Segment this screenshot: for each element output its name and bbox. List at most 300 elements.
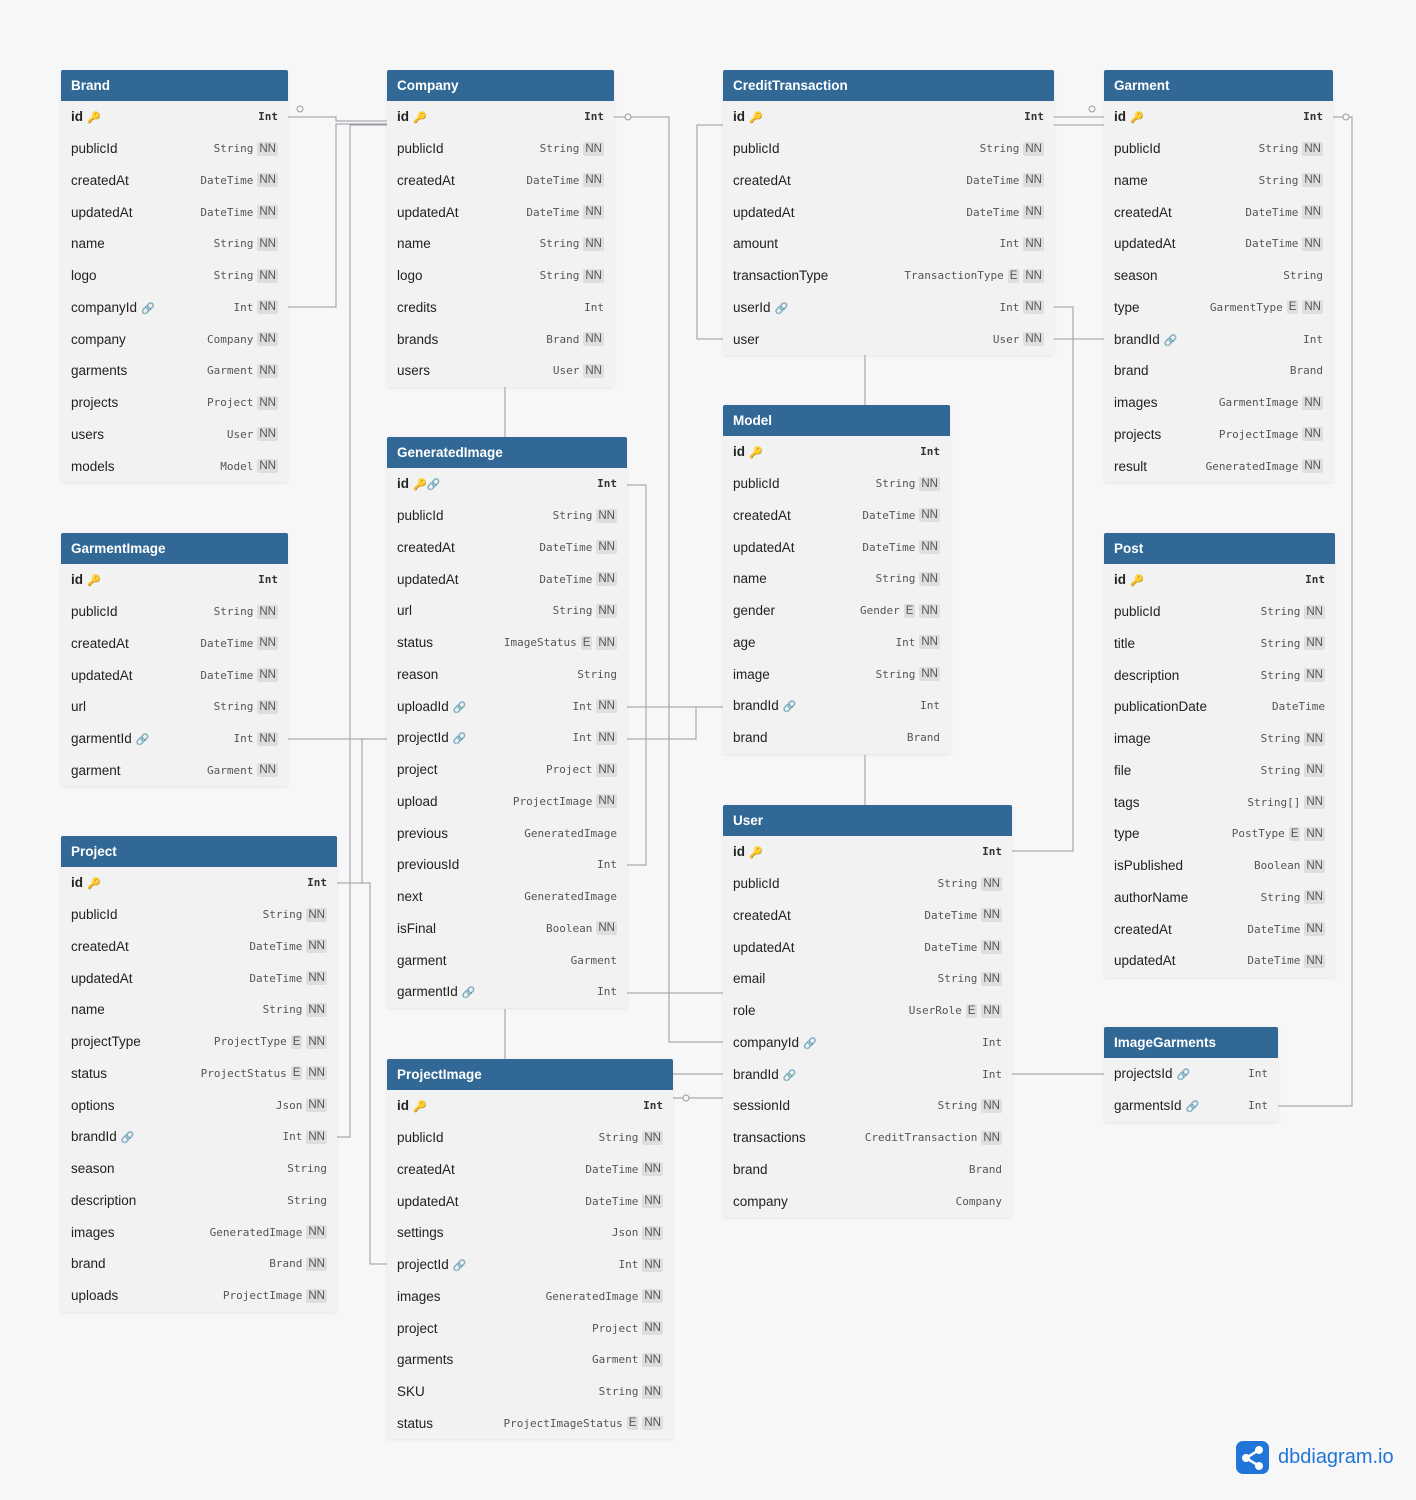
field-type: DateTime [526,205,580,219]
field-row-is-final[interactable] [387,913,627,945]
field-row-updated-at[interactable] [723,196,1054,228]
field-row-brand[interactable] [1104,355,1333,387]
field-type: String [875,667,916,681]
field-row-type[interactable] [1104,818,1335,850]
table-image-garments[interactable] [1104,1027,1278,1122]
field-row-created-at[interactable] [61,931,337,963]
not-null-badge: NN [259,174,276,187]
field-row-images[interactable] [387,1281,673,1313]
field-row-updated-at[interactable] [1104,228,1333,260]
table-garment-image[interactable] [61,533,288,786]
field-row-logo[interactable] [61,260,288,292]
field-row-updated-at[interactable] [61,962,337,994]
field-name: amount [733,236,779,252]
field-name: id [1114,572,1126,588]
field-type: String [1258,173,1299,187]
field-name: brand [733,730,768,746]
field-name: updatedAt [397,571,459,587]
field-type: String [213,237,254,251]
table-header[interactable]: Model [723,405,950,436]
field-row-garments[interactable] [61,355,288,387]
field-row-public-id[interactable] [1104,133,1333,165]
field-name: url [71,699,87,715]
table-header[interactable]: Brand [61,70,288,101]
field-row-id[interactable] [1104,101,1333,133]
field-row-brand-id[interactable] [1104,323,1333,355]
field-row-created-at[interactable] [1104,196,1333,228]
field-row-created-at[interactable] [387,165,614,197]
field-name: user [733,331,760,347]
field-type: Model [220,459,254,473]
field-name: tags [1114,794,1140,810]
field-row-user-id[interactable] [723,292,1054,324]
not-null-badge: NN [1025,237,1042,250]
field-name: description [71,1192,137,1208]
field-type: String [1260,605,1301,619]
field-row-id[interactable] [1104,564,1335,596]
field-row-project-id[interactable] [387,1249,673,1281]
table-header[interactable]: ProjectImage [387,1059,673,1090]
field-row-publication-date[interactable] [1104,691,1335,723]
field-row-created-at[interactable] [723,165,1054,197]
field-row-user[interactable] [723,323,1054,355]
field-type: String [979,142,1020,156]
table-header[interactable]: User [723,805,1012,836]
field-type: String [937,1099,978,1113]
field-row-images[interactable] [61,1216,337,1248]
field-type: GeneratedImage [524,890,617,904]
field-row-id[interactable] [61,867,337,899]
field-row-projects[interactable] [61,387,288,419]
field-row-name[interactable] [61,994,337,1026]
field-type: String [1260,890,1301,904]
enum-badge: E [582,636,591,649]
field-type: Garment [570,953,617,967]
field-type: ProjectImageStatus [503,1416,623,1430]
field-row-status[interactable] [387,1408,673,1440]
table-garment[interactable] [1104,70,1333,482]
not-null-badge: NN [983,1131,1000,1144]
field-row-options[interactable] [61,1089,337,1121]
field-name: season [71,1161,115,1177]
field-row-result[interactable] [1104,450,1333,482]
not-null-badge: NN [259,301,276,314]
field-row-projects-id[interactable] [1104,1058,1278,1090]
field-type: String [1260,732,1301,746]
field-name: options [71,1097,115,1113]
field-row-brand-id[interactable] [61,1121,337,1153]
field-row-projects[interactable] [1104,419,1333,451]
field-name: url [397,603,413,619]
field-name: companyId [733,1034,800,1050]
field-name: publicId [1114,604,1161,620]
field-row-url[interactable] [61,691,288,723]
key-icon: 🔑 [87,112,101,125]
not-null-badge: NN [983,1004,1000,1017]
field-row-status[interactable] [387,627,627,659]
field-name: publicId [71,141,118,157]
not-null-badge: NN [644,1290,661,1303]
field-row-season[interactable] [61,1153,337,1185]
link-icon: 🔗 [774,302,789,315]
key-icon: 🔑 [749,847,763,860]
field-row-project[interactable] [387,754,627,786]
table-header[interactable]: Project [61,836,337,867]
not-null-badge: NN [1306,827,1323,840]
field-row-title[interactable] [1104,628,1335,660]
field-name: projectId [397,730,449,746]
field-type: String [875,477,916,491]
field-name: id [71,109,83,125]
table-user[interactable] [723,805,1012,1217]
field-name: images [1114,395,1158,411]
field-row-name[interactable] [1104,165,1333,197]
field-row-users[interactable] [387,355,614,387]
relation-marker [1089,106,1095,112]
field-row-models[interactable] [61,450,288,482]
field-row-brand[interactable] [61,1248,337,1280]
field-type: PostType [1231,827,1285,841]
field-row-updated-at[interactable] [387,196,614,228]
table-post[interactable] [1104,533,1335,977]
field-row-id[interactable] [387,1090,673,1122]
link-icon: 🔗 [803,1037,817,1050]
field-row-created-at[interactable] [61,165,288,197]
field-row-role[interactable] [723,995,1012,1027]
field-name: id [733,844,745,860]
field-row-company[interactable] [61,323,288,355]
field-row-name[interactable] [387,228,614,260]
table-header[interactable]: GarmentImage [61,533,288,564]
field-name: gender [733,603,776,619]
field-row-id[interactable] [61,564,288,596]
field-row-brand[interactable] [723,722,950,754]
field-row-project[interactable] [387,1312,673,1344]
field-row-garments[interactable] [387,1344,673,1376]
field-row-garments-id[interactable] [1104,1090,1278,1122]
field-row-project-type[interactable] [61,1026,337,1058]
field-row-public-id[interactable] [387,500,627,532]
field-type: Brand [906,731,940,745]
field-row-updated-at[interactable] [1104,945,1335,977]
field-type: DateTime [200,636,254,650]
field-name: users [71,426,105,442]
not-null-badge: NN [259,206,276,219]
field-row-created-at[interactable] [723,900,1012,932]
field-row-public-id[interactable] [1104,596,1335,628]
table-header[interactable]: Company [387,70,614,101]
field-row-updated-at[interactable] [723,531,950,563]
not-null-badge: NN [983,877,1000,890]
field-row-garment[interactable] [61,755,288,787]
field-type: Int [307,876,327,890]
field-row-users[interactable] [61,419,288,451]
table-header[interactable]: Garment [1104,70,1333,101]
field-type: Int [982,845,1002,859]
field-row-logo[interactable] [387,260,614,292]
field-row-public-id[interactable] [61,596,288,628]
field-row-updated-at[interactable] [61,659,288,691]
field-type: Int [920,445,940,459]
field-row-id[interactable] [61,101,288,133]
field-type: String [262,908,303,922]
field-name: brandId [71,1129,117,1145]
field-row-is-published[interactable] [1104,850,1335,882]
table-header[interactable]: CreditTransaction [723,70,1054,101]
field-name: id [397,109,409,125]
table-brand[interactable] [61,70,288,482]
field-name: updatedAt [71,204,133,220]
table-header[interactable]: Post [1104,533,1335,564]
field-type: String [937,972,978,986]
field-row-id[interactable] [387,101,614,133]
field-name: brands [397,331,439,347]
field-row-season[interactable] [1104,260,1333,292]
field-row-upload-id[interactable] [387,690,627,722]
field-row-created-at[interactable] [1104,913,1335,945]
field-type: DateTime [1245,205,1299,219]
field-type: DateTime [526,173,580,187]
not-null-badge: NN [259,637,276,650]
field-type: GeneratedImage [1205,459,1299,473]
field-type: DateTime [924,940,978,954]
field-row-brand-id[interactable] [723,690,950,722]
not-null-badge: NN [259,764,276,777]
field-row-previous[interactable] [387,817,627,849]
field-row-author-name[interactable] [1104,882,1335,914]
field-row-brand-id[interactable] [723,1058,1012,1090]
field-row-sku[interactable] [387,1376,673,1408]
field-row-reason[interactable] [387,659,627,691]
field-row-garment-id[interactable] [61,723,288,755]
table-model[interactable] [723,405,950,754]
table-generated-image[interactable] [387,437,627,1008]
field-type: String [539,237,580,251]
field-row-created-at[interactable] [387,532,627,564]
field-row-updated-at[interactable] [387,563,627,595]
field-name: updatedAt [1114,953,1176,969]
table-header[interactable]: GeneratedImage [387,437,627,468]
field-row-file[interactable] [1104,755,1335,787]
field-name: garmentId [71,731,132,747]
not-null-badge: NN [1304,460,1321,473]
field-row-id[interactable] [723,101,1054,133]
field-name: isPublished [1114,858,1184,874]
field-row-name[interactable] [723,563,950,595]
field-type: String [213,700,254,714]
field-type: ProjectImage [512,794,593,808]
field-type: DateTime [966,205,1020,219]
field-name: projectId [397,1257,449,1273]
field-row-next[interactable] [387,881,627,913]
field-row-public-id[interactable] [387,133,614,165]
field-name: email [733,971,766,987]
field-row-transaction-type[interactable] [723,260,1054,292]
field-row-email[interactable] [723,963,1012,995]
not-null-badge: NN [308,972,325,985]
not-null-badge: NN [1306,669,1323,682]
field-name: updatedAt [733,539,795,555]
field-type: String [937,877,978,891]
field-type: GarmentImage [1218,396,1299,410]
field-row-brands[interactable] [387,323,614,355]
table-header[interactable]: ImageGarments [1104,1027,1278,1058]
field-row-amount[interactable] [723,228,1054,260]
relation-marker [1343,114,1349,120]
field-row-id[interactable] [723,436,950,468]
field-row-id[interactable] [387,468,627,500]
field-row-project-id[interactable] [387,722,627,754]
brand-companyid-link [288,124,387,307]
field-type: DateTime [200,205,254,219]
field-name: updatedAt [71,970,133,986]
field-row-uploads[interactable] [61,1280,337,1312]
field-row-id[interactable] [723,836,1012,868]
field-row-public-id[interactable] [723,133,1054,165]
field-name: project [397,762,438,778]
field-row-transactions[interactable] [723,1122,1012,1154]
field-row-previous-id[interactable] [387,849,627,881]
table-project-image[interactable] [387,1059,673,1439]
table-company[interactable] [387,70,614,387]
field-name: images [71,1224,115,1240]
table-project[interactable] [61,836,337,1312]
not-null-badge: NN [308,940,325,953]
not-null-badge: NN [308,1289,325,1302]
field-name: createdAt [71,938,129,954]
field-row-image[interactable] [1104,723,1335,755]
field-row-gender[interactable] [723,595,950,627]
field-name: name [71,236,105,252]
field-row-credits[interactable] [387,292,614,324]
field-row-created-at[interactable] [61,628,288,660]
field-type: Gender [859,604,900,618]
not-null-badge: NN [259,396,276,409]
not-null-badge: NN [585,174,602,187]
field-row-public-id[interactable] [723,868,1012,900]
field-row-updated-at[interactable] [723,931,1012,963]
not-null-badge: NN [259,237,276,250]
not-null-badge: NN [308,1003,325,1016]
field-name: publicId [397,1130,444,1146]
field-row-company[interactable] [723,1185,1012,1217]
field-type: String [262,1003,303,1017]
dbdiagram-logo[interactable] [1236,1441,1394,1474]
enum-badge: E [1290,827,1299,840]
field-name: transactions [733,1130,806,1146]
field-type: DateTime [249,939,303,953]
field-name: status [397,1415,434,1431]
link-icon: 🔗 [461,987,476,1000]
field-type: Int [999,300,1020,314]
not-null-badge: NN [259,269,276,282]
field-row-public-id[interactable] [723,468,950,500]
field-name: publicationDate [1114,699,1208,715]
not-null-badge: NN [1306,796,1323,809]
field-type: Garment [592,1353,639,1367]
field-row-images[interactable] [1104,387,1333,419]
field-type: String [287,1162,327,1176]
field-row-public-id[interactable] [61,899,337,931]
enum-badge: E [292,1067,301,1080]
field-row-public-id[interactable] [61,133,288,165]
field-type: Int [233,300,254,314]
field-name: userId [733,299,771,315]
field-row-public-id[interactable] [387,1122,673,1154]
field-row-upload[interactable] [387,786,627,818]
enum-badge: E [1009,269,1018,282]
not-null-badge: NN [259,364,276,377]
table-credit-transaction[interactable] [723,70,1054,355]
field-row-age[interactable] [723,627,950,659]
field-row-description[interactable] [61,1185,337,1217]
link-icon: 🔗 [120,1132,135,1145]
credit-userid-user-link [1012,307,1073,851]
not-null-badge: NN [585,333,602,346]
field-row-garment[interactable] [387,944,627,976]
field-row-name[interactable] [61,228,288,260]
field-type: Int [1248,1067,1268,1081]
field-row-updated-at[interactable] [61,196,288,228]
field-name: status [397,635,434,651]
not-null-badge: NN [644,1322,661,1335]
field-row-company-id[interactable] [61,292,288,324]
key-icon: 🔑 [1130,112,1144,125]
field-row-description[interactable] [1104,659,1335,691]
field-row-type[interactable] [1104,292,1333,324]
field-type: Brand [1289,364,1323,378]
field-row-updated-at[interactable] [387,1185,673,1217]
field-type: CreditTransaction [864,1131,978,1145]
field-type: DateTime [862,540,916,554]
field-type: String [552,604,593,618]
field-type: Json [611,1226,639,1240]
link-icon: 🔗 [135,734,150,747]
brand-company-link [288,117,387,121]
field-row-company-id[interactable] [723,1027,1012,1059]
field-type: User [992,332,1020,346]
field-row-brand[interactable] [723,1154,1012,1186]
field-type: String [213,269,254,283]
field-type: String [213,605,254,619]
field-row-url[interactable] [387,595,627,627]
field-type: ProjectImage [1218,427,1299,441]
field-name: brand [1114,363,1149,379]
field-name: settings [397,1225,444,1241]
field-type: Int [895,635,916,649]
field-row-settings[interactable] [387,1217,673,1249]
not-null-badge: NN [598,795,615,808]
field-type: Int [233,732,254,746]
field-row-status[interactable] [61,1058,337,1090]
field-row-created-at[interactable] [387,1154,673,1186]
field-name: users [397,363,431,379]
field-row-created-at[interactable] [723,500,950,532]
not-null-badge: NN [983,972,1000,985]
field-type: String [539,269,580,283]
not-null-badge: NN [598,509,615,522]
field-type: Project [207,396,254,410]
not-null-badge: NN [585,237,602,250]
field-row-session-id[interactable] [723,1090,1012,1122]
field-row-tags[interactable] [1104,786,1335,818]
field-row-image[interactable] [723,658,950,690]
field-name: id [397,1098,409,1114]
field-row-garment-id[interactable] [387,976,627,1008]
field-name: id [71,572,83,588]
field-type: Int [1303,110,1323,124]
not-null-badge: NN [308,1067,325,1080]
